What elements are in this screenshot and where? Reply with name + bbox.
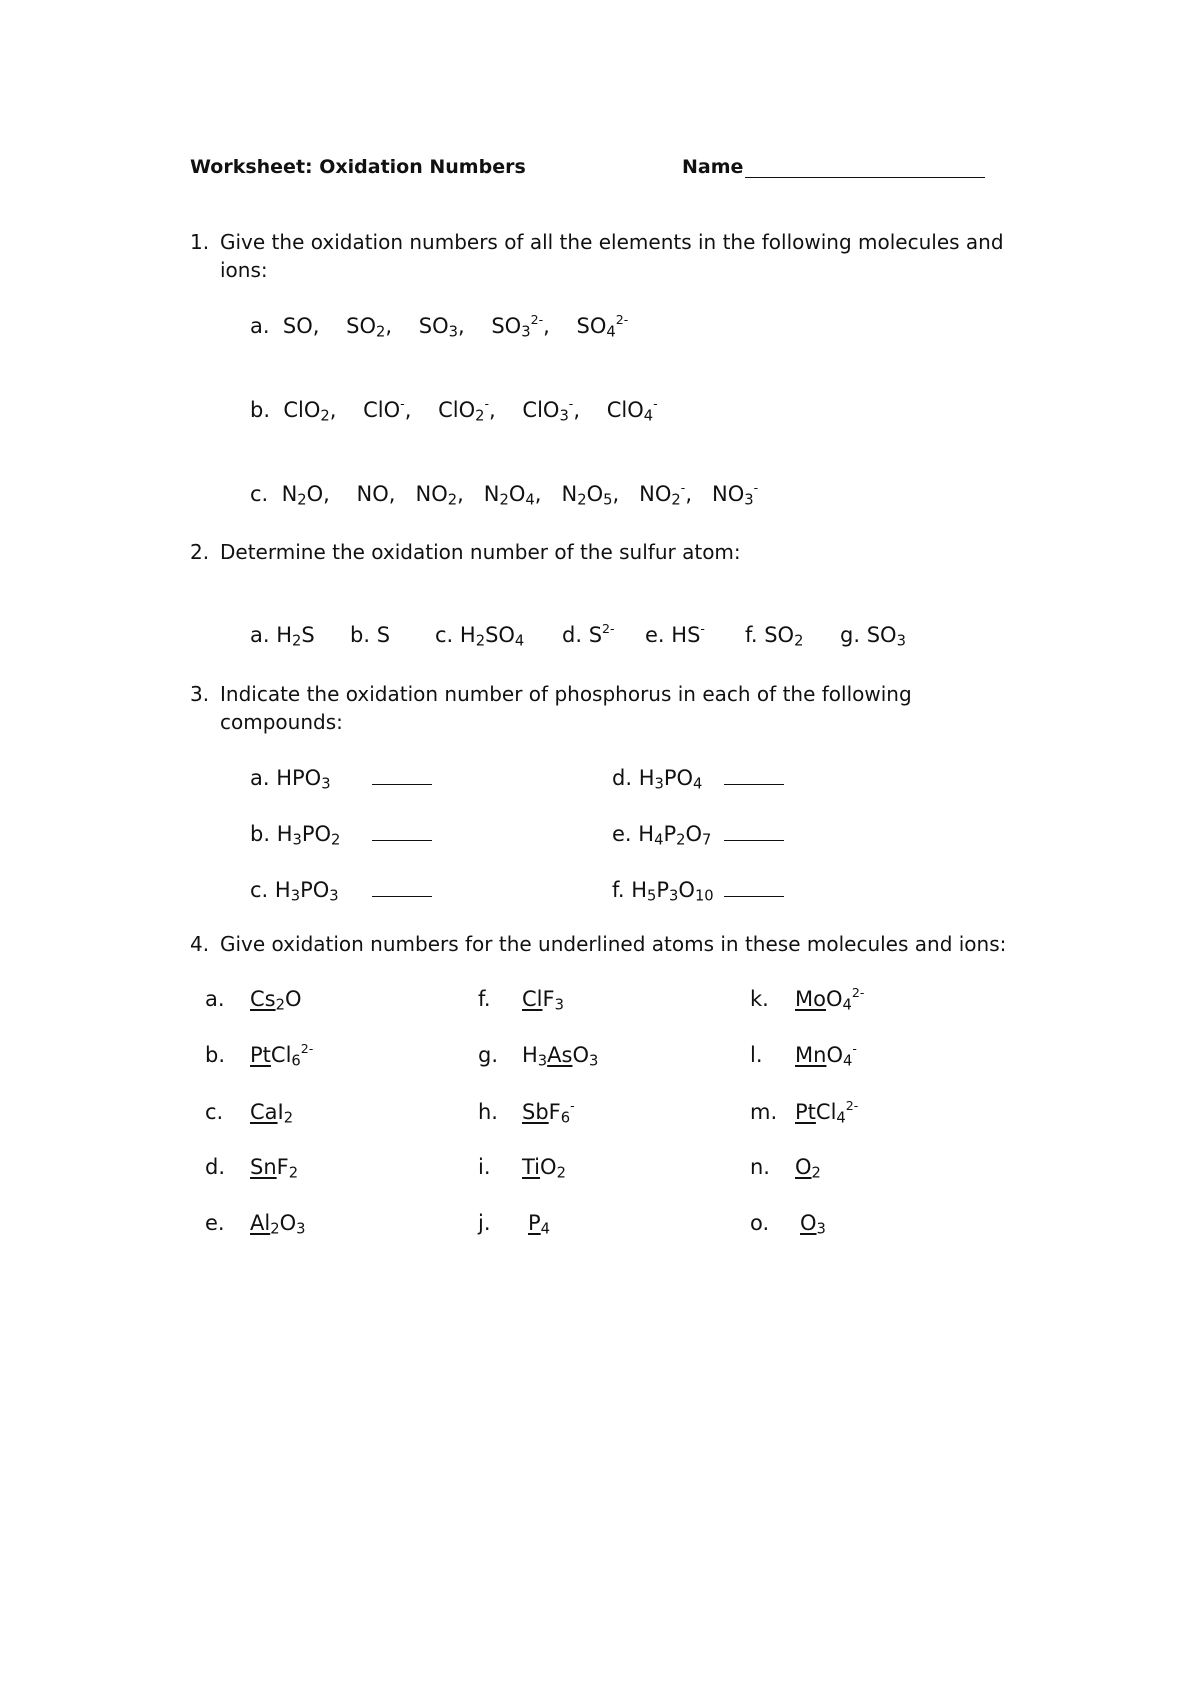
q3a-label: a. <box>250 766 270 790</box>
q1-text-line2: ions: <box>220 258 268 282</box>
q3d-item: d. $H_3PO_4$ <box>612 766 703 793</box>
q4h-formula: SbF$_6$- <box>522 1098 575 1127</box>
q4j-formula: $P_4$ <box>528 1211 551 1238</box>
q2d-item: d. $S^{2-}$ <box>562 621 615 647</box>
q4h-label: h. <box>478 1100 498 1124</box>
q1c-row: c. $N_2O$, NO, $NO_2$, $N_2O_4$, $N_2O_5$, $NO_2^-$, $NO_3^-$ <box>250 480 759 509</box>
q4a-formula: $Cs_2O$ <box>250 987 302 1014</box>
q3-text-line1: Indicate the oxidation number of phosphorus in each of the following <box>220 682 912 706</box>
q4l-formula: MnO$_4$- <box>795 1041 857 1070</box>
q2e-item: e. HS- <box>645 621 705 647</box>
q4c-label: c. <box>205 1100 224 1124</box>
q3d-label: d. <box>612 766 633 790</box>
q4k-label: k. <box>750 987 769 1011</box>
q2f-item: f. $SO_2$ <box>745 623 804 650</box>
q1-number: 1. <box>190 230 210 254</box>
q4f-formula: ClF$_3$ <box>522 987 564 1014</box>
q1c-label: c. <box>250 482 269 506</box>
q2c-label: c. <box>435 623 454 647</box>
q3a-item: a. $HPO_3$ <box>250 766 331 793</box>
q3c-label: c. <box>250 878 269 902</box>
q4j-label: j. <box>478 1211 491 1235</box>
q2g-item: g. $SO_3$ <box>840 623 906 650</box>
q4k-formula: MoO$_4^{2-}$ <box>795 985 865 1014</box>
q3c-answer-blank[interactable] <box>372 878 432 897</box>
q4m-label: m. <box>750 1100 778 1124</box>
q4-text: Give oxidation numbers for the underlined atoms in these molecules and ions: <box>220 932 1007 956</box>
q2a-label: a. <box>250 623 270 647</box>
q3d-answer-blank[interactable] <box>724 766 784 785</box>
q3a-answer-blank[interactable] <box>372 766 432 785</box>
q4o-label: o. <box>750 1211 770 1235</box>
q3-text-line2: compounds: <box>220 710 343 734</box>
q4g-formula: $H_3AsO_3$ <box>522 1043 599 1070</box>
q3f-label: f. <box>612 878 625 902</box>
q2a-item: a. $H_2S$ <box>250 623 315 650</box>
q1a-row: a. SO, $SO_2$, $SO_3$, $SO_3^{2-}$, $SO_4^{2-}$ <box>250 312 629 341</box>
q2c-item: c. $H_2SO_4$ <box>435 623 525 650</box>
q2-number: 2. <box>190 540 210 564</box>
q4b-label: b. <box>205 1043 226 1067</box>
q2f-label: f. <box>745 623 758 647</box>
q4i-label: i. <box>478 1155 491 1179</box>
q4g-label: g. <box>478 1043 499 1067</box>
q4n-label: n. <box>750 1155 770 1179</box>
q4l-label: l. <box>750 1043 763 1067</box>
q3e-answer-blank[interactable] <box>724 822 784 841</box>
q3f-item: f. $H_5P_3O_{10}$ <box>612 878 714 905</box>
q3e-item: e. $H_4P_2O_7$ <box>612 822 712 849</box>
q4c-formula: CaI$_2$ <box>250 1100 294 1127</box>
q2d-label: d. <box>562 623 583 647</box>
name-field[interactable] <box>682 156 985 178</box>
q1a-label: a. <box>250 314 270 338</box>
name-label: Name <box>682 156 744 178</box>
q1-text-line1: Give the oxidation numbers of all the elements in the following molecules and <box>220 230 1004 254</box>
q3b-answer-blank[interactable] <box>372 822 432 841</box>
q4f-label: f. <box>478 987 491 1011</box>
q2g-label: g. <box>840 623 861 647</box>
q4e-formula: $Al_2O_3$ <box>250 1211 306 1238</box>
q4a-label: a. <box>205 987 225 1011</box>
q4m-formula: PtCl$_4^{2-}$ <box>795 1098 859 1127</box>
q4i-formula: TiO$_2$ <box>522 1155 566 1182</box>
q4d-label: d. <box>205 1155 226 1179</box>
q2b-item <box>350 623 390 647</box>
name-line[interactable] <box>745 157 985 178</box>
q2-text: Determine the oxidation number of the sulfur atom: <box>220 540 741 564</box>
q2b-formula: S <box>376 623 391 647</box>
q4b-formula: PtCl$_6^{2-}$ <box>250 1041 314 1070</box>
worksheet-title: Worksheet: Oxidation Numbers <box>190 156 526 178</box>
q3-number: 3. <box>190 682 210 706</box>
q1b-row: b. ClO$_2$, ClO-, ClO$_2$-, ClO$_3$-, ClO$_4$- <box>250 396 658 425</box>
q3e-label: e. <box>612 822 632 846</box>
q3b-item: b. $H_3PO_2$ <box>250 822 341 849</box>
q4n-formula: $O_2$ <box>795 1155 821 1182</box>
q2e-label: e. <box>645 623 665 647</box>
q4o-formula: $O_3$ <box>800 1211 826 1238</box>
q4e-label: e. <box>205 1211 225 1235</box>
q3f-answer-blank[interactable] <box>724 878 784 897</box>
q4-number: 4. <box>190 932 210 956</box>
q2b-label: b. <box>350 623 371 647</box>
q1b-label: b. <box>250 398 271 422</box>
q3b-label: b. <box>250 822 271 846</box>
q4d-formula: SnF$_2$ <box>250 1155 299 1182</box>
q3c-item: c. $H_3PO_3$ <box>250 878 339 905</box>
